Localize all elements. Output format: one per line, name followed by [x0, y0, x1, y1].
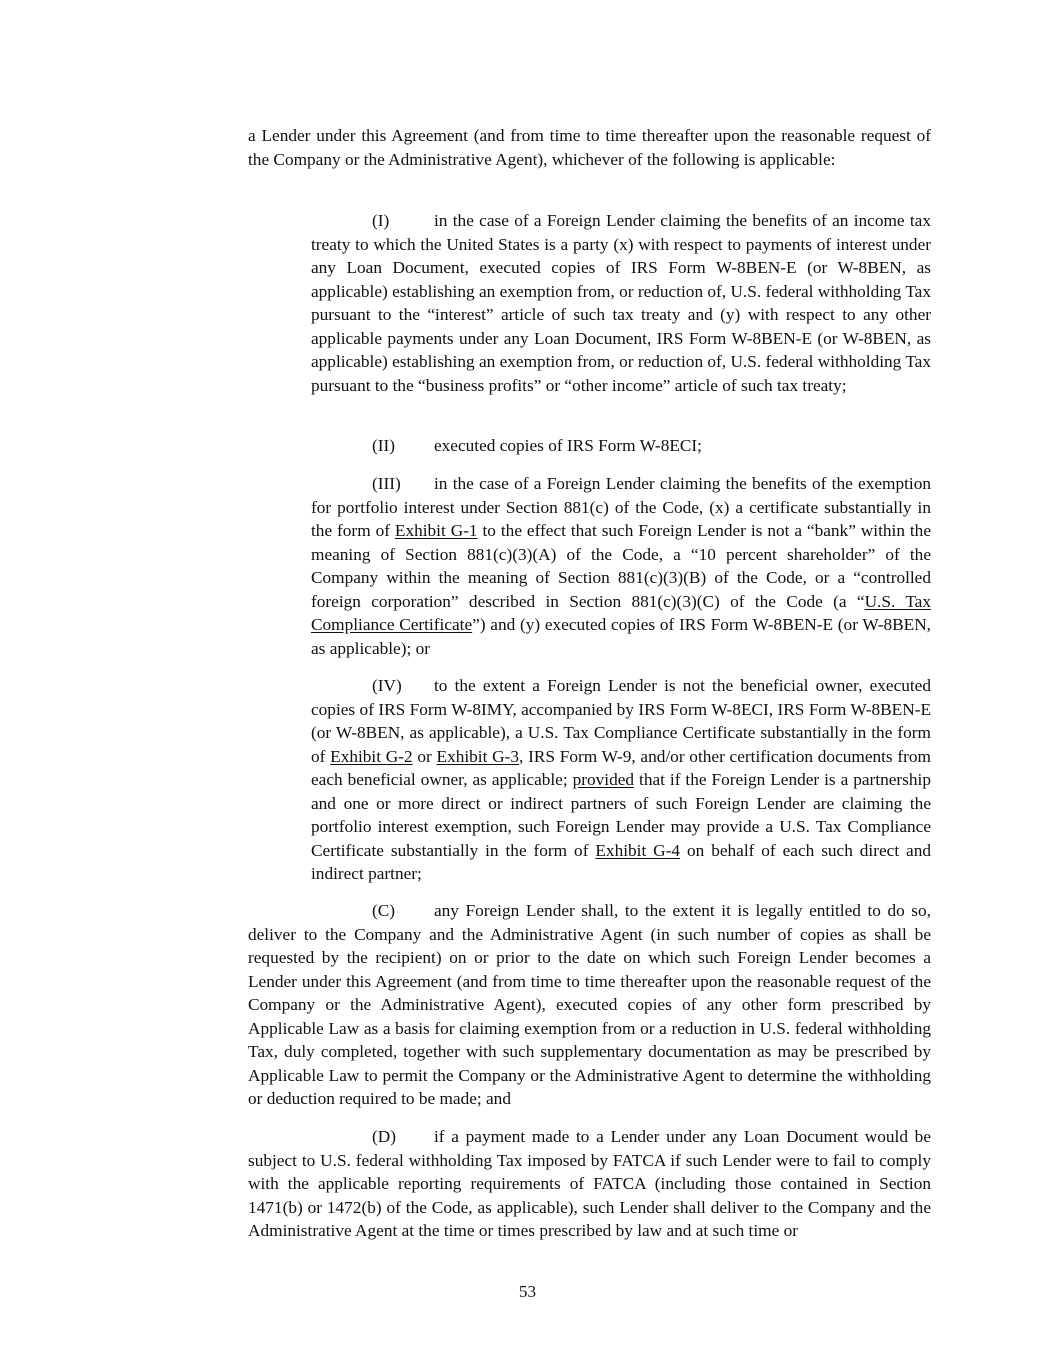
clause-C-label: (C): [372, 901, 396, 920]
clause-IV-label: (IV): [372, 676, 402, 695]
clause-IV-text-5: on behalf of each such direct and indirect partner;: [311, 840, 932, 883]
clause-I: [311, 209, 931, 397]
exhibit-g3-reference: Exhibit G-3: [436, 746, 520, 766]
clause-II-label: (II): [372, 436, 396, 455]
clause-II-text: executed copies of IRS Form W-8ECI;: [434, 436, 702, 455]
clause-IV-text-3: , IRS Form W-9, and/or other certification documents from each beneficial owner, as applicable;: [311, 746, 931, 789]
clause-II: [311, 434, 931, 458]
clause-IV-text-4: that if the Foreign Lender is a partnership and one or more direct or indirect partners of such Foreign Lender are claiming the portfolio interest exemption, such Foreign Lender may provide a U.S. Tax Compliance Certificate substantially in the form of: [311, 770, 931, 860]
intro-text: a Lender under this Agreement (and from time to time thereafter upon the reasonable request of the Company or the Administrative Agent), whichever of the following is applicable:: [248, 126, 931, 169]
clause-III-text-1: in the case of a Foreign Lender claiming the benefits of the exemption for portfolio interest under Section 881(c) of the Code, (x) a certificate substantially in the form of: [311, 474, 931, 540]
clause-D-text: if a payment made to a Lender under any Loan Document would be subject to U.S. federal withholding Tax imposed by FATCA if such Lender were to fail to comply with the applicable reporting requirements of FATCA (including those contained in Section 1471(b) or 1472(b) of the Code, as applicable), such Lender shall deliver to the Company and the Administrative Agent at the time or times prescribed by law and at such time or: [248, 1127, 931, 1240]
page-number: 53: [518, 1282, 537, 1301]
clause-C: [248, 899, 931, 1111]
exhibit-g2-reference: Exhibit G-2: [330, 746, 413, 766]
clause-D: [248, 1125, 931, 1243]
clause-I-text: in the case of a Foreign Lender claiming the benefits of an income tax treaty to which the United States is a party (x) with respect to payments of interest under any Loan Document, executed copies of IRS Form W-8BEN-E (or W-8BEN, as applicable) establishing an exemption from, or reduction of, U.S. federal withholding Tax pursuant to the “interest” article of such tax treaty and (y) with respect to any other applicable payments under any Loan Document, IRS Form W-8BEN-E (or W-8BEN, as applicable) establishing an exemption from, or reduction of, U.S. federal withholding Tax pursuant to the “business profits” or “other income” article of such tax treaty;: [311, 211, 931, 395]
clause-C-text: any Foreign Lender shall, to the extent it is legally entitled to do so, deliver to the Company and the Administrative Agent (in such number of copies as shall be requested by the recipient) on or prior to the date on which such Foreign Lender becomes a Lender under this Agreement (and from time to time thereafter upon the reasonable request of the Company or the Administrative Agent), executed copies of any other form prescribed by Applicable Law as a basis for claiming exemption from or a reduction in U.S. federal withholding Tax, duly completed, together with such supplementary documentation as may be prescribed by Applicable Law to permit the Company or the Administrative Agent to determine the withholding or deduction required to be made; and: [248, 901, 931, 1108]
clause-III: [311, 472, 931, 660]
clause-IV: [311, 674, 931, 886]
clause-III-text-2: to the effect that such Foreign Lender is not a “bank” within the meaning of Section 881(c)(3)(A) of the Code, a “10 percent shareholder” of the Company within the meaning of Section 881(c)(3)(B) of the Code, or a “controlled foreign corporation” described in Section 881(c)(3)(C) of the Code (a “: [311, 521, 931, 611]
clause-III-label: (III): [372, 474, 401, 493]
exhibit-g1-reference: Exhibit G-1: [394, 521, 478, 540]
clause-IV-text-2: or: [412, 746, 437, 766]
clause-D-label: (D): [372, 1127, 396, 1146]
clause-III-text-3: ”) and (y) executed copies of IRS Form W-8BEN-E (or W-8BEN, as applicable); or: [311, 615, 931, 658]
clause-I-label: (I): [372, 211, 390, 230]
clause-IV-text-1: to the extent a Foreign Lender is not the beneficial owner, executed copies of IRS Form W-8IMY, accompanied by IRS Form W-8ECI, IRS Form W-8BEN-E (or W-8BEN, as applicable), a U.S. Tax Compliance Certificate substantially in the form of: [311, 676, 931, 766]
provided-term: provided: [572, 770, 635, 789]
exhibit-g4-reference: Exhibit G-4: [595, 840, 681, 860]
us-tax-compliance-certificate-term: U.S. Tax Compliance Certificate: [311, 591, 931, 634]
intro-paragraph: [248, 124, 931, 171]
